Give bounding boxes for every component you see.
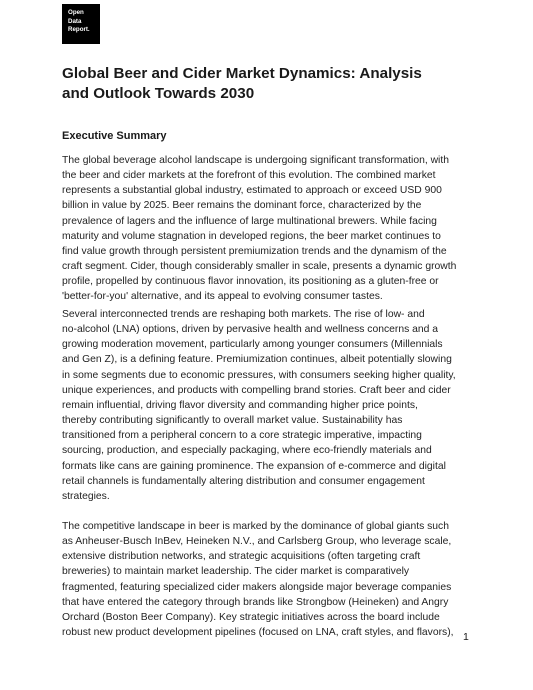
paragraph-line: sourcing, production, and especially packaging, where eco-friendly materials and: [62, 445, 432, 457]
paragraph-line: remain influential, driving flavor diversity and commanding higher price points,: [62, 399, 418, 411]
paragraph-line: breweries) to maintain market leadership. The cider market is comparatively: [62, 566, 410, 578]
paragraph-line: strategies.: [62, 490, 110, 502]
page-number: 1: [463, 631, 469, 643]
paragraph-line: 'better-for-you' alternative, and its appeal to evolving consumer tastes.: [62, 291, 383, 303]
paragraph-line: unique experiences, and products with compelling brand stories. Craft beer and cider: [62, 384, 451, 396]
document-title: Global Beer and Cider Market Dynamics: Analysis and Outlook Towards 2030: [62, 65, 422, 102]
paragraph-line: fragmented, featuring specialized cider makers alongside major beverage companies: [62, 581, 452, 593]
paragraph-line: find value growth through persistent premiumization trends and the dynamism of the: [62, 245, 447, 257]
logo-line-1: Open: [68, 9, 84, 16]
paragraph-line: as Anheuser-Busch InBev, Heineken N.V., and Carlsberg Group, who leverage scale,: [62, 536, 452, 548]
paragraph-line: extensive distribution networks, and strategic acquisitions (often targeting craft: [62, 551, 421, 563]
paragraph-line: and Gen Z), is a defining feature. Premiumization continues, albeit potentially slowing: [62, 354, 452, 366]
logo-line-3: Report.: [68, 26, 90, 34]
paragraph-2: [62, 307, 474, 504]
section-heading-executive-summary: Executive Summary: [62, 130, 167, 142]
paragraph-line: that have entered the category through brands like Strongbow (Heineken) and Angry: [62, 596, 449, 608]
paragraph-line: retail channels is fundamentally altering distribution and consumer engagement: [62, 475, 425, 487]
paragraph-line: The competitive landscape in beer is marked by the dominance of global giants such: [62, 521, 449, 532]
paragraph-line: no-alcohol (LNA) options, driven by pervasive health and wellness concerns and a: [62, 324, 439, 336]
paragraph-line: maturity and volume stagnation in developed regions, the beer market continues to: [62, 230, 441, 242]
paragraph-line: formats like cans are gaining prominence. The expansion of e-commerce and digital: [62, 460, 446, 472]
paragraph-line: represents a substantial global industry, estimated to approach or exceed USD 900: [62, 185, 442, 197]
paragraph-line: Several interconnected trends are reshaping both markets. The rise of low- and: [62, 309, 425, 320]
paragraph-line: transitioned from a peripheral concern to a core strategic imperative, impacting: [62, 430, 422, 442]
open-data-report-logo: [62, 4, 100, 44]
paragraph-line: growing moderation movement, particularly among younger consumers (Millennials: [62, 339, 443, 351]
paragraph-line: The global beverage alcohol landscape is undergoing significant transformation, with: [62, 155, 449, 166]
paragraph-line: in some segments due to economic pressures, with consumers seeking higher quality,: [62, 369, 456, 381]
logo-line-2: Data: [68, 17, 82, 25]
paragraph-line: Orchard (Boston Beer Company). Key strategic initiatives across the board include: [62, 611, 440, 623]
paragraph-line: craft segment. Cider, though considerably smaller in scale, presents a dynamic growth: [62, 261, 457, 273]
paragraph-line: prevalence of lagers and the influence of large multinational brewers. While facing: [62, 215, 437, 227]
paragraph-1: [62, 153, 474, 305]
paragraph-line: billion in value by 2025. Beer remains the dominant force, characterized by the: [62, 200, 422, 212]
paragraph-line: profile, propelled by continuous flavor innovation, its positioning as a gluten-free or: [62, 276, 439, 288]
paragraph-line: robust new product development pipelines (focused on LNA, craft styles, and flavors),: [62, 627, 454, 639]
paragraph-line: thereby contributing significantly to overall market value. Sustainability has: [62, 415, 403, 427]
paragraph-3: [62, 519, 474, 640]
paragraph-line: the beer and cider markets at the forefront of this evolution. The combined market: [62, 170, 436, 182]
